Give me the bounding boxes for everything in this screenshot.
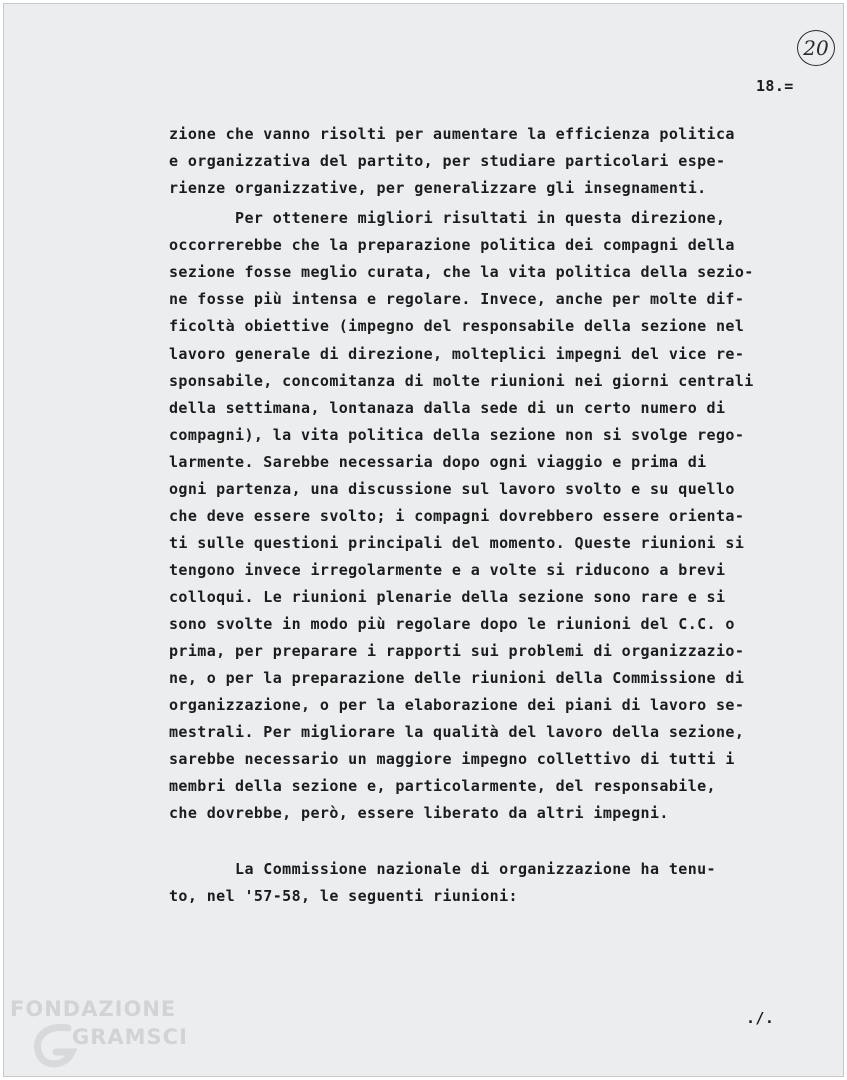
text-line: membri della sezione e, particolarmente, del responsabile,: [169, 777, 716, 795]
text-line: compagni), la vita politica della sezione non si svolge rego-: [169, 426, 745, 444]
text-line: larmente. Sarebbe necessaria dopo ogni viaggio e prima di: [169, 453, 707, 471]
text-line: e organizzativa del partito, per studiare particolari espe-: [169, 152, 726, 170]
text-line: rienze organizzative, per generalizzare gli insegnamenti.: [169, 179, 707, 197]
document-page: [3, 3, 844, 1077]
text-line: sono svolte in modo più regolare dopo le riunioni del C.C. o: [169, 615, 735, 633]
text-line: organizzazione, o per la elaborazione dei piani di lavoro se-: [169, 696, 745, 714]
text-line: mestrali. Per migliorare la qualità del lavoro della sezione,: [169, 723, 745, 741]
text-line: che deve essere svolto; i compagni dovrebbero essere orienta-: [169, 507, 745, 525]
text-line: zione che vanno risolti per aumentare la efficienza politica: [169, 125, 735, 143]
text-line: tengono invece irregolarmente e a volte si riducono a brevi: [169, 561, 726, 579]
text-line: occorrerebbe che la preparazione politica dei compagni della: [169, 236, 735, 254]
text-line: ne, o per la preparazione delle riunioni della Commissione di: [169, 669, 745, 687]
text-line: ne fosse più intensa e regolare. Invece, anche per molte dif-: [169, 290, 745, 308]
text-line: sezione fosse meglio curata, che la vita politica della sezio-: [169, 263, 754, 281]
page-number: 18.=: [756, 77, 794, 95]
text-line: colloqui. Le riunioni plenarie della sezione sono rare e si: [169, 588, 726, 606]
text-line: ogni partenza, una discussione sul lavoro svolto e su quello: [169, 480, 735, 498]
text-line: ti sulle questioni principali del momento. Queste riunioni si: [169, 534, 745, 552]
text-line: to, nel '57-58, le seguenti riunioni:: [169, 887, 518, 905]
text-line: lavoro generale di direzione, molteplici impegni del vice re-: [169, 345, 745, 363]
watermark-line-1: FONDAZIONE: [10, 997, 177, 1021]
watermark-line-2: GRAMSCI: [72, 1025, 188, 1049]
text-line: sarebbe necessario un maggiore impegno collettivo di tutti i: [169, 750, 735, 768]
text-line: prima, per preparare i rapporti sui problemi di organizzazio-: [169, 642, 745, 660]
text-line: La Commissione nazionale di organizzazione ha tenu-: [169, 860, 716, 878]
text-line: che dovrebbe, però, essere liberato da altri impegni.: [169, 804, 669, 822]
continuation-mark: ./.: [746, 1009, 775, 1027]
text-line: della settimana, lontanaza dalla sede di un certo numero di: [169, 399, 726, 417]
text-line: sponsabile, concomitanza di molte riunioni nei giorni centrali: [169, 372, 754, 390]
text-line: ficoltà obiettive (impegno del responsabile della sezione nel: [169, 317, 745, 335]
text-line: Per ottenere migliori risultati in questa direzione,: [169, 209, 726, 227]
archive-number-circled: 20: [797, 30, 835, 66]
fondazione-gramsci-watermark: [10, 994, 210, 1076]
